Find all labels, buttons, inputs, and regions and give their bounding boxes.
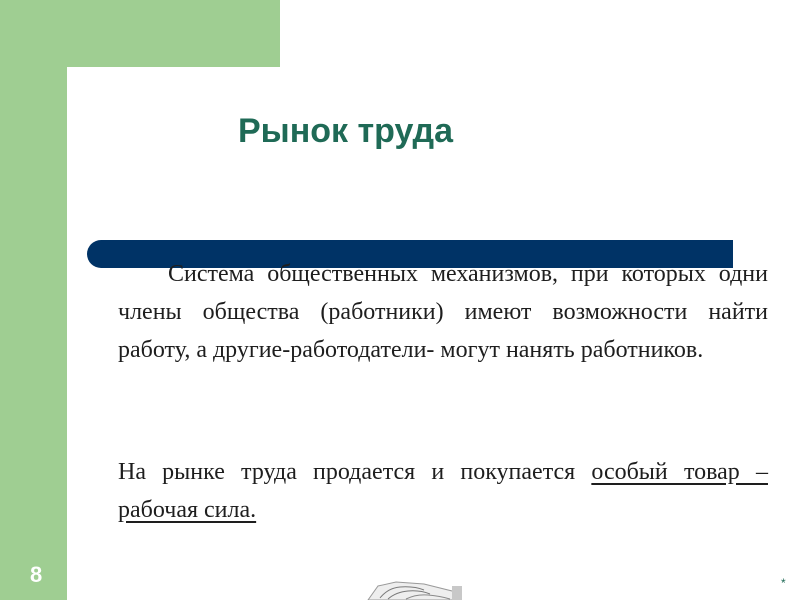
market-paragraph-link: особый товар – рабочая сила. [118, 459, 768, 523]
market-paragraph [118, 453, 768, 529]
hands-illustration-icon [366, 578, 462, 600]
market-paragraph-text: На рынке труда продается и покупается [118, 459, 592, 485]
definition-paragraph: Система общественных механизмов, при которых одни члены общества (работники) имеют возможности найти работу, а другие-работодатели- могут нанять работников. [118, 261, 768, 363]
slide-number: 8 [30, 562, 43, 587]
corner-mark: * [781, 576, 786, 590]
slide-title: Рынок труда [238, 112, 454, 150]
green-sidebar-band [0, 0, 67, 600]
green-top-band [67, 0, 280, 67]
